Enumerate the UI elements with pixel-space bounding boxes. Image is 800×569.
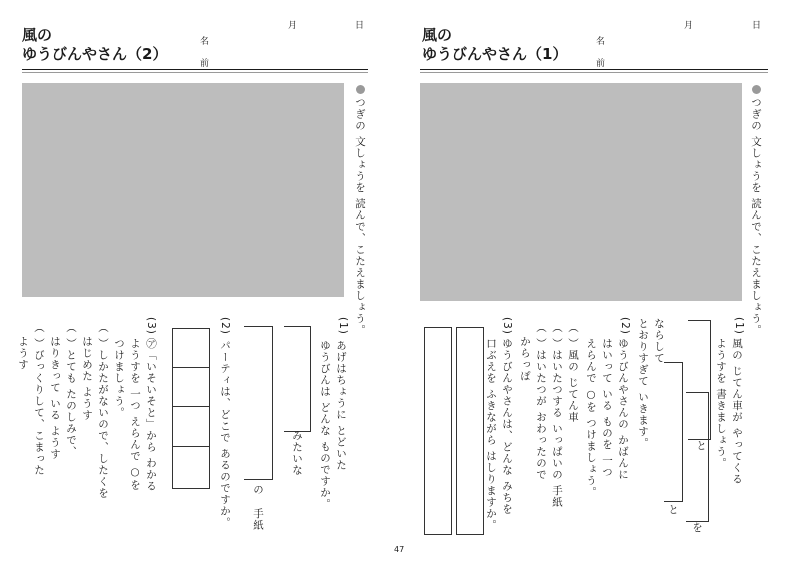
left-q3-option2-b: はりきって いる ようす — [49, 336, 61, 460]
right-name-label-2: 前 — [596, 59, 606, 69]
right-q2-line3: えらんで ○を つけましょう。 — [585, 338, 597, 498]
left-q1-number: (1) — [337, 317, 349, 335]
left-month-label: 月 — [288, 21, 298, 31]
left-header-rule-thin — [22, 72, 368, 73]
right-header-rule — [420, 69, 768, 70]
left-q2-answer-cell[interactable] — [172, 447, 210, 489]
instruction-bullet-icon — [356, 85, 365, 94]
page-number: 47 — [394, 545, 405, 554]
left-q2-answer-cell[interactable] — [172, 367, 210, 407]
left-header-rule — [22, 69, 368, 70]
left-q1-line2: ゆうびんは どんな ものですか。 — [319, 340, 331, 510]
left-q3-option2-a[interactable]: （ ）とても たのしみで、 — [65, 322, 77, 458]
right-q1-number: (1) — [733, 317, 745, 335]
right-story-image — [420, 83, 742, 301]
right-day-label: 日 — [752, 21, 762, 31]
left-q1-answer-box-1[interactable] — [284, 326, 311, 432]
right-title-line2: ゆうびんやさん（1） — [422, 45, 568, 63]
right-q1-wo: を — [691, 522, 703, 534]
right-q3-answer-column-2[interactable] — [424, 327, 452, 535]
right-instruction — [749, 85, 763, 336]
right-q3-line2: 口ぶえを ふきながら はしりますか。 — [485, 338, 497, 531]
left-q2-answer-cell[interactable] — [172, 328, 210, 368]
left-q3-line3: つけましょう。 — [113, 338, 125, 419]
left-q3-option3-b: ようす — [17, 336, 29, 371]
left-q2-number: (2) — [219, 317, 231, 335]
right-q2-line1: ゆうびんやさんの かばんに — [617, 338, 629, 481]
right-q1-line1: 風の じてん車が やってくる — [731, 338, 743, 485]
right-q1-line3: ならして — [653, 318, 665, 364]
right-q3-line1: ゆうびんやさんは、どんな みちを — [501, 338, 513, 515]
left-title-line2: ゆうびんやさん（2） — [22, 45, 168, 63]
right-q2-option3-b: からっぽ — [519, 336, 531, 382]
right-name-label-1: 名 — [596, 37, 606, 47]
right-instruction-text: つぎの 文しょうを 読んで、こたえましょう。 — [750, 97, 762, 336]
right-q2-line2: はいって いる ものを 一つ — [601, 338, 613, 478]
left-instruction — [353, 85, 367, 336]
left-q3-option1-b: はじめた ようす — [81, 336, 93, 421]
left-q3-number: (3) — [145, 317, 157, 335]
right-header-rule-thin — [420, 72, 768, 73]
left-q3-option1-a[interactable]: （ ）しかたがないので、したくを — [97, 322, 109, 499]
left-day-label: 日 — [355, 21, 365, 31]
right-q2-number: (2) — [619, 317, 631, 335]
right-q1-answer-box-3[interactable] — [688, 320, 711, 440]
left-q2-answer-cell[interactable] — [172, 407, 210, 447]
right-q2-option3-a[interactable]: （ ）はいたつが おわったので — [535, 322, 547, 481]
left-instruction-text: つぎの 文しょうを 読んで、こたえましょう。 — [354, 97, 366, 336]
right-q1-line2: ようすを 書きましょう。 — [715, 338, 727, 469]
right-q2-option1[interactable]: （ ）風の じてん車 — [567, 322, 579, 423]
right-q3-answer-column-1[interactable] — [456, 327, 484, 535]
left-story-image — [22, 83, 344, 297]
right-q1-answer-box-2[interactable] — [664, 362, 683, 502]
left-q3-line1: ㋐「いそいそと」から わかる — [145, 338, 157, 492]
right-q2-option2[interactable]: （ ）はいたつする いっぱいの 手紙 — [551, 322, 563, 508]
right-q1-to-1: と — [695, 440, 707, 452]
right-title-line1: 風の — [422, 26, 453, 44]
right-q1-line4: とおりすぎて いきます。 — [637, 318, 649, 449]
left-q3-line2: ようすを 一つ えらんで ○を — [129, 338, 141, 491]
right-q3-number: (3) — [501, 317, 513, 335]
left-q1-tegami: 手紙 — [252, 508, 264, 531]
left-q1-no: の — [252, 484, 264, 496]
left-q3-option3-a[interactable]: （ ）びっくりして、こまった — [33, 322, 45, 476]
instruction-bullet-icon — [752, 85, 761, 94]
left-name-label-2: 前 — [200, 59, 210, 69]
right-month-label: 月 — [684, 21, 694, 31]
left-q1-line1: あげはちょうに とどいた — [335, 340, 347, 471]
right-q1-to-2: と — [667, 504, 679, 516]
left-q1-mitaina: みたいな — [291, 430, 303, 476]
left-q1-answer-box-2[interactable] — [244, 326, 273, 480]
left-q2-text: パーティは、どこで あるのですか。 — [219, 340, 231, 529]
left-title-line1: 風の — [22, 26, 53, 44]
left-name-label-1: 名 — [200, 37, 210, 47]
